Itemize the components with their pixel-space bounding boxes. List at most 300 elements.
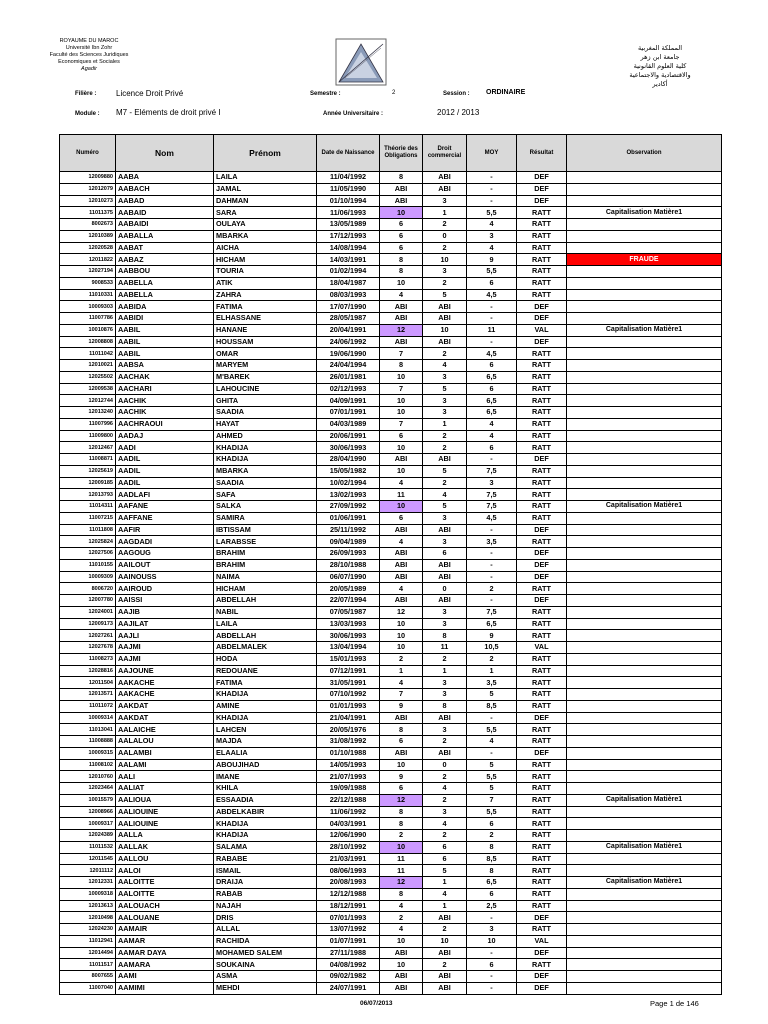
cell-numero: 11007215 — [60, 512, 116, 524]
cell-theorie-obligations: ABI — [380, 301, 423, 313]
cell-theorie-obligations: 6 — [380, 219, 423, 231]
cell-moy: - — [467, 559, 517, 571]
cell-observation — [567, 736, 722, 748]
table-header-row — [60, 135, 722, 172]
cell-droit-commercial: 11 — [423, 642, 467, 654]
cell-numero: 10010876 — [60, 324, 116, 336]
cell-nom: AAMAR — [116, 935, 214, 947]
cell-moy: - — [467, 195, 517, 207]
cell-prenom: GHITA — [214, 395, 317, 407]
cell-resultat: RATT — [517, 266, 567, 278]
table-row — [60, 959, 722, 971]
cell-nom: AAFFANE — [116, 512, 214, 524]
table-row — [60, 665, 722, 677]
cell-resultat: RATT — [517, 900, 567, 912]
cell-date-naissance: 02/12/1993 — [317, 383, 380, 395]
cell-numero: 11010331 — [60, 289, 116, 301]
cell-droit-commercial: 3 — [423, 407, 467, 419]
session-label: Session : — [443, 91, 470, 97]
cell-theorie-obligations: 4 — [380, 583, 423, 595]
cell-theorie-obligations: 11 — [380, 865, 423, 877]
cell-droit-commercial: ABI — [423, 912, 467, 924]
cell-resultat: DEF — [517, 301, 567, 313]
cell-moy: 3,5 — [467, 677, 517, 689]
cell-nom: AABIL — [116, 336, 214, 348]
cell-nom: AABAIDI — [116, 219, 214, 231]
cell-resultat: RATT — [517, 465, 567, 477]
cell-date-naissance: 01/07/1991 — [317, 935, 380, 947]
cell-date-naissance: 04/08/1992 — [317, 959, 380, 971]
cell-observation — [567, 183, 722, 195]
cell-date-naissance: 01/10/1988 — [317, 747, 380, 759]
cell-date-naissance: 19/09/1988 — [317, 783, 380, 795]
cell-theorie-obligations: ABI — [380, 571, 423, 583]
cell-nom: AALOITTE — [116, 877, 214, 889]
cell-moy: 10,5 — [467, 642, 517, 654]
cell-numero: 12023464 — [60, 783, 116, 795]
cell-numero: 12007780 — [60, 595, 116, 607]
cell-moy: 7,5 — [467, 501, 517, 513]
cell-moy: - — [467, 947, 517, 959]
table-row — [60, 653, 722, 665]
cell-nom: AABBOU — [116, 266, 214, 278]
table-row — [60, 195, 722, 207]
cell-droit-commercial: 5 — [423, 289, 467, 301]
cell-numero: 12013793 — [60, 489, 116, 501]
cell-prenom: KHILA — [214, 783, 317, 795]
cell-theorie-obligations: ABI — [380, 336, 423, 348]
cell-numero: 12010760 — [60, 771, 116, 783]
cell-date-naissance: 13/04/1994 — [317, 642, 380, 654]
table-row — [60, 947, 722, 959]
cell-resultat: DEF — [517, 195, 567, 207]
cell-moy: 6 — [467, 383, 517, 395]
cell-prenom: ABOUJIHAD — [214, 759, 317, 771]
cell-moy: 6,5 — [467, 371, 517, 383]
cell-moy: 6 — [467, 277, 517, 289]
header-line: Agadir — [81, 66, 97, 72]
cell-nom: AALALOU — [116, 736, 214, 748]
cell-observation — [567, 665, 722, 677]
cell-resultat: RATT — [517, 794, 567, 806]
cell-theorie-obligations: 4 — [380, 924, 423, 936]
cell-observation — [567, 407, 722, 419]
cell-moy: 6 — [467, 818, 517, 830]
cell-date-naissance: 09/04/1989 — [317, 536, 380, 548]
cell-nom: AALIOUA — [116, 794, 214, 806]
cell-theorie-obligations: ABI — [380, 313, 423, 325]
cell-resultat: RATT — [517, 888, 567, 900]
cell-observation — [567, 489, 722, 501]
cell-numero: 8002673 — [60, 219, 116, 231]
table-row — [60, 595, 722, 607]
table-row — [60, 724, 722, 736]
cell-droit-commercial: 5 — [423, 383, 467, 395]
cell-prenom: SALKA — [214, 501, 317, 513]
cell-numero: 11007996 — [60, 418, 116, 430]
cell-moy: 11 — [467, 324, 517, 336]
cell-droit-commercial: 2 — [423, 771, 467, 783]
table-row — [60, 759, 722, 771]
cell-numero: 11007786 — [60, 313, 116, 325]
cell-observation — [567, 512, 722, 524]
cell-resultat: RATT — [517, 818, 567, 830]
cell-date-naissance: 26/01/1981 — [317, 371, 380, 383]
cell-resultat: RATT — [517, 207, 567, 219]
cell-prenom: ABDELMALEK — [214, 642, 317, 654]
cell-prenom: MARYEM — [214, 360, 317, 372]
cell-theorie-obligations: 2 — [380, 653, 423, 665]
cell-droit-commercial: 2 — [423, 242, 467, 254]
table-row — [60, 924, 722, 936]
cell-prenom: KHADIJA — [214, 454, 317, 466]
cell-prenom: LAHCEN — [214, 724, 317, 736]
cell-observation: Capitalisation Matière1 — [567, 841, 722, 853]
cell-droit-commercial: 8 — [423, 630, 467, 642]
cell-numero: 12014494 — [60, 947, 116, 959]
cell-date-naissance: 07/12/1991 — [317, 665, 380, 677]
table-row — [60, 818, 722, 830]
table-row — [60, 383, 722, 395]
cell-moy: 6 — [467, 442, 517, 454]
cell-date-naissance: 04/03/1989 — [317, 418, 380, 430]
cell-numero: 12012331 — [60, 877, 116, 889]
cell-droit-commercial: 3 — [423, 724, 467, 736]
cell-prenom: IBTISSAM — [214, 524, 317, 536]
cell-numero: 12009173 — [60, 618, 116, 630]
cell-prenom: ABDELLAH — [214, 595, 317, 607]
cell-nom: AAJMI — [116, 642, 214, 654]
cell-nom: AADIL — [116, 465, 214, 477]
cell-nom: AAKACHE — [116, 677, 214, 689]
cell-theorie-obligations: 4 — [380, 289, 423, 301]
cell-nom: AADI — [116, 442, 214, 454]
table-row — [60, 712, 722, 724]
university-header-left — [34, 38, 144, 73]
cell-prenom: BRAHIM — [214, 548, 317, 560]
cell-observation — [567, 242, 722, 254]
cell-resultat: RATT — [517, 348, 567, 360]
cell-resultat: RATT — [517, 395, 567, 407]
cell-numero: 12011112 — [60, 865, 116, 877]
cell-moy: 8,5 — [467, 700, 517, 712]
cell-numero: 12013571 — [60, 689, 116, 701]
cell-numero: 12011545 — [60, 853, 116, 865]
cell-prenom: BRAHIM — [214, 559, 317, 571]
cell-moy: 5 — [467, 689, 517, 701]
cell-resultat: DEF — [517, 524, 567, 536]
table-row — [60, 219, 722, 231]
cell-prenom: LAILA — [214, 618, 317, 630]
cell-date-naissance: 15/01/1993 — [317, 653, 380, 665]
cell-moy: - — [467, 747, 517, 759]
cell-date-naissance: 20/06/1991 — [317, 430, 380, 442]
cell-droit-commercial: 3 — [423, 512, 467, 524]
cell-theorie-obligations: 10 — [380, 630, 423, 642]
cell-prenom: KHADIJA — [214, 442, 317, 454]
cell-prenom: HANANE — [214, 324, 317, 336]
cell-moy: 5,5 — [467, 724, 517, 736]
cell-resultat: DEF — [517, 747, 567, 759]
cell-droit-commercial: 2 — [423, 794, 467, 806]
cell-theorie-obligations: 7 — [380, 418, 423, 430]
university-header-right — [600, 44, 720, 89]
cell-prenom: HOUSSAM — [214, 336, 317, 348]
cell-droit-commercial: 0 — [423, 583, 467, 595]
cell-prenom: FATIMA — [214, 677, 317, 689]
table-row — [60, 935, 722, 947]
table-row — [60, 360, 722, 372]
cell-prenom: LARABSSE — [214, 536, 317, 548]
cell-date-naissance: 27/11/1988 — [317, 947, 380, 959]
cell-prenom: KHADIJA — [214, 712, 317, 724]
cell-prenom: OULAYA — [214, 219, 317, 231]
table-row — [60, 912, 722, 924]
cell-nom: AALAICHE — [116, 724, 214, 736]
cell-numero: 11011042 — [60, 348, 116, 360]
cell-numero: 11014311 — [60, 501, 116, 513]
cell-moy: 6,5 — [467, 395, 517, 407]
cell-droit-commercial: 10 — [423, 254, 467, 266]
cell-prenom: HICHAM — [214, 254, 317, 266]
cell-resultat: RATT — [517, 841, 567, 853]
cell-resultat: RATT — [517, 877, 567, 889]
cell-numero: 12028816 — [60, 665, 116, 677]
cell-observation — [567, 595, 722, 607]
cell-nom: AACHIK — [116, 407, 214, 419]
header-line: Université Ibn Zohr — [65, 45, 113, 51]
cell-theorie-obligations: 4 — [380, 477, 423, 489]
cell-theorie-obligations: 10 — [380, 407, 423, 419]
cell-nom: AALLAK — [116, 841, 214, 853]
cell-observation — [567, 277, 722, 289]
cell-droit-commercial: 1 — [423, 877, 467, 889]
cell-droit-commercial: ABI — [423, 183, 467, 195]
cell-resultat: RATT — [517, 230, 567, 242]
cell-theorie-obligations: ABI — [380, 559, 423, 571]
cell-nom: AALIOUINE — [116, 818, 214, 830]
cell-resultat: RATT — [517, 430, 567, 442]
cell-theorie-obligations: 10 — [380, 501, 423, 513]
cell-observation — [567, 947, 722, 959]
cell-theorie-obligations: 10 — [380, 277, 423, 289]
cell-numero: 12009185 — [60, 477, 116, 489]
cell-observation — [567, 301, 722, 313]
cell-moy: - — [467, 336, 517, 348]
cell-moy: - — [467, 712, 517, 724]
cell-nom: AABAT — [116, 242, 214, 254]
cell-prenom: NAJAH — [214, 900, 317, 912]
cell-nom: AABIL — [116, 348, 214, 360]
table-row — [60, 489, 722, 501]
cell-observation — [567, 982, 722, 994]
col-observation: Observation — [567, 135, 722, 172]
cell-resultat: RATT — [517, 924, 567, 936]
cell-theorie-obligations: 10 — [380, 371, 423, 383]
cell-prenom: AMINE — [214, 700, 317, 712]
cell-moy: 4 — [467, 219, 517, 231]
cell-droit-commercial: 0 — [423, 759, 467, 771]
cell-prenom: ABDELLAH — [214, 630, 317, 642]
cell-date-naissance: 25/11/1992 — [317, 524, 380, 536]
cell-date-naissance: 13/02/1993 — [317, 489, 380, 501]
cell-observation — [567, 548, 722, 560]
cell-droit-commercial: 3 — [423, 806, 467, 818]
cell-prenom: SALAMA — [214, 841, 317, 853]
cell-observation — [567, 583, 722, 595]
cell-nom: AABAZ — [116, 254, 214, 266]
cell-moy: 10 — [467, 935, 517, 947]
cell-droit-commercial: 0 — [423, 230, 467, 242]
cell-prenom: JAMAL — [214, 183, 317, 195]
table-row — [60, 301, 722, 313]
cell-moy: - — [467, 454, 517, 466]
table-row — [60, 865, 722, 877]
cell-droit-commercial: 5 — [423, 465, 467, 477]
cell-resultat: DEF — [517, 712, 567, 724]
cell-observation — [567, 830, 722, 842]
annee-label: Année Universitaire : — [323, 111, 384, 117]
cell-theorie-obligations: 11 — [380, 853, 423, 865]
cell-nom: AALIAT — [116, 783, 214, 795]
cell-prenom: MOHAMED SALEM — [214, 947, 317, 959]
cell-droit-commercial: 3 — [423, 395, 467, 407]
cell-moy: - — [467, 982, 517, 994]
cell-theorie-obligations: ABI — [380, 595, 423, 607]
cell-droit-commercial: 1 — [423, 207, 467, 219]
cell-theorie-obligations: 6 — [380, 512, 423, 524]
cell-date-naissance: 07/10/1992 — [317, 689, 380, 701]
cell-nom: AABA — [116, 172, 214, 184]
cell-resultat: RATT — [517, 700, 567, 712]
cell-resultat: RATT — [517, 606, 567, 618]
cell-resultat: RATT — [517, 277, 567, 289]
cell-theorie-obligations: ABI — [380, 454, 423, 466]
cell-observation — [567, 677, 722, 689]
cell-date-naissance: 13/03/1993 — [317, 618, 380, 630]
cell-theorie-obligations: ABI — [380, 548, 423, 560]
cell-theorie-obligations: 6 — [380, 242, 423, 254]
cell-droit-commercial: ABI — [423, 712, 467, 724]
cell-nom: AALIOUINE — [116, 806, 214, 818]
cell-observation — [567, 888, 722, 900]
cell-theorie-obligations: 10 — [380, 642, 423, 654]
cell-date-naissance: 21/03/1991 — [317, 853, 380, 865]
cell-moy: 7 — [467, 794, 517, 806]
results-table-body — [60, 172, 722, 995]
cell-resultat: RATT — [517, 418, 567, 430]
filiere-label: Filière : — [75, 91, 97, 97]
cell-resultat: RATT — [517, 254, 567, 266]
cell-prenom: M'BAREK — [214, 371, 317, 383]
cell-moy: 2,5 — [467, 900, 517, 912]
cell-observation: Capitalisation Matière1 — [567, 877, 722, 889]
col-moy: MOY — [467, 135, 517, 172]
cell-droit-commercial: 2 — [423, 736, 467, 748]
cell-theorie-obligations: 8 — [380, 360, 423, 372]
cell-nom: AADAJ — [116, 430, 214, 442]
cell-observation: FRAUDE — [567, 254, 722, 266]
cell-nom: AABELLA — [116, 277, 214, 289]
table-row — [60, 618, 722, 630]
cell-prenom: AICHA — [214, 242, 317, 254]
cell-droit-commercial: 5 — [423, 501, 467, 513]
cell-observation — [567, 454, 722, 466]
table-row — [60, 536, 722, 548]
cell-nom: AALOUACH — [116, 900, 214, 912]
cell-resultat: RATT — [517, 501, 567, 513]
cell-observation — [567, 289, 722, 301]
cell-droit-commercial: 4 — [423, 489, 467, 501]
cell-nom: AAIROUD — [116, 583, 214, 595]
cell-theorie-obligations: ABI — [380, 524, 423, 536]
cell-nom: AACHIK — [116, 395, 214, 407]
col-prenom: Prénom — [214, 135, 317, 172]
cell-moy: 8 — [467, 841, 517, 853]
cell-observation — [567, 865, 722, 877]
col-resultat: Résultat — [517, 135, 567, 172]
cell-moy: - — [467, 183, 517, 195]
cell-nom: AALAMI — [116, 759, 214, 771]
cell-nom: AACHARI — [116, 383, 214, 395]
col-nom: Nom — [116, 135, 214, 172]
cell-resultat: RATT — [517, 783, 567, 795]
cell-observation — [567, 747, 722, 759]
cell-observation — [567, 712, 722, 724]
cell-date-naissance: 24/07/1991 — [317, 982, 380, 994]
cell-droit-commercial: ABI — [423, 595, 467, 607]
cell-numero: 12020528 — [60, 242, 116, 254]
cell-date-naissance: 07/01/1991 — [317, 407, 380, 419]
cell-theorie-obligations: 10 — [380, 618, 423, 630]
cell-date-naissance: 11/06/1992 — [317, 806, 380, 818]
cell-nom: AALOITTE — [116, 888, 214, 900]
cell-droit-commercial: 6 — [423, 853, 467, 865]
cell-droit-commercial: 3 — [423, 536, 467, 548]
cell-nom: AALOI — [116, 865, 214, 877]
cell-observation — [567, 383, 722, 395]
cell-resultat: RATT — [517, 489, 567, 501]
cell-date-naissance: 13/07/1992 — [317, 924, 380, 936]
cell-numero: 12010498 — [60, 912, 116, 924]
col-theorie-obligations: Théorie des Obligations — [380, 135, 423, 172]
cell-droit-commercial: ABI — [423, 172, 467, 184]
cell-date-naissance: 11/05/1990 — [317, 183, 380, 195]
header-line: ROYAUME DU MAROC — [59, 38, 119, 44]
table-row — [60, 454, 722, 466]
col-droit-commercial: Droit commercial — [423, 135, 467, 172]
cell-observation — [567, 336, 722, 348]
cell-theorie-obligations: 10 — [380, 465, 423, 477]
cell-resultat: DEF — [517, 571, 567, 583]
cell-resultat: RATT — [517, 853, 567, 865]
cell-numero: 12025824 — [60, 536, 116, 548]
cell-prenom: IMANE — [214, 771, 317, 783]
cell-prenom: SAADIA — [214, 407, 317, 419]
cell-date-naissance: 04/03/1991 — [317, 818, 380, 830]
table-row — [60, 677, 722, 689]
cell-numero: 12024230 — [60, 924, 116, 936]
cell-date-naissance: 08/03/1993 — [317, 289, 380, 301]
table-row — [60, 524, 722, 536]
cell-moy: 5 — [467, 759, 517, 771]
cell-numero: 12011822 — [60, 254, 116, 266]
cell-droit-commercial: 2 — [423, 348, 467, 360]
cell-numero: 12012744 — [60, 395, 116, 407]
cell-resultat: RATT — [517, 689, 567, 701]
cell-theorie-obligations: 6 — [380, 230, 423, 242]
table-row — [60, 242, 722, 254]
